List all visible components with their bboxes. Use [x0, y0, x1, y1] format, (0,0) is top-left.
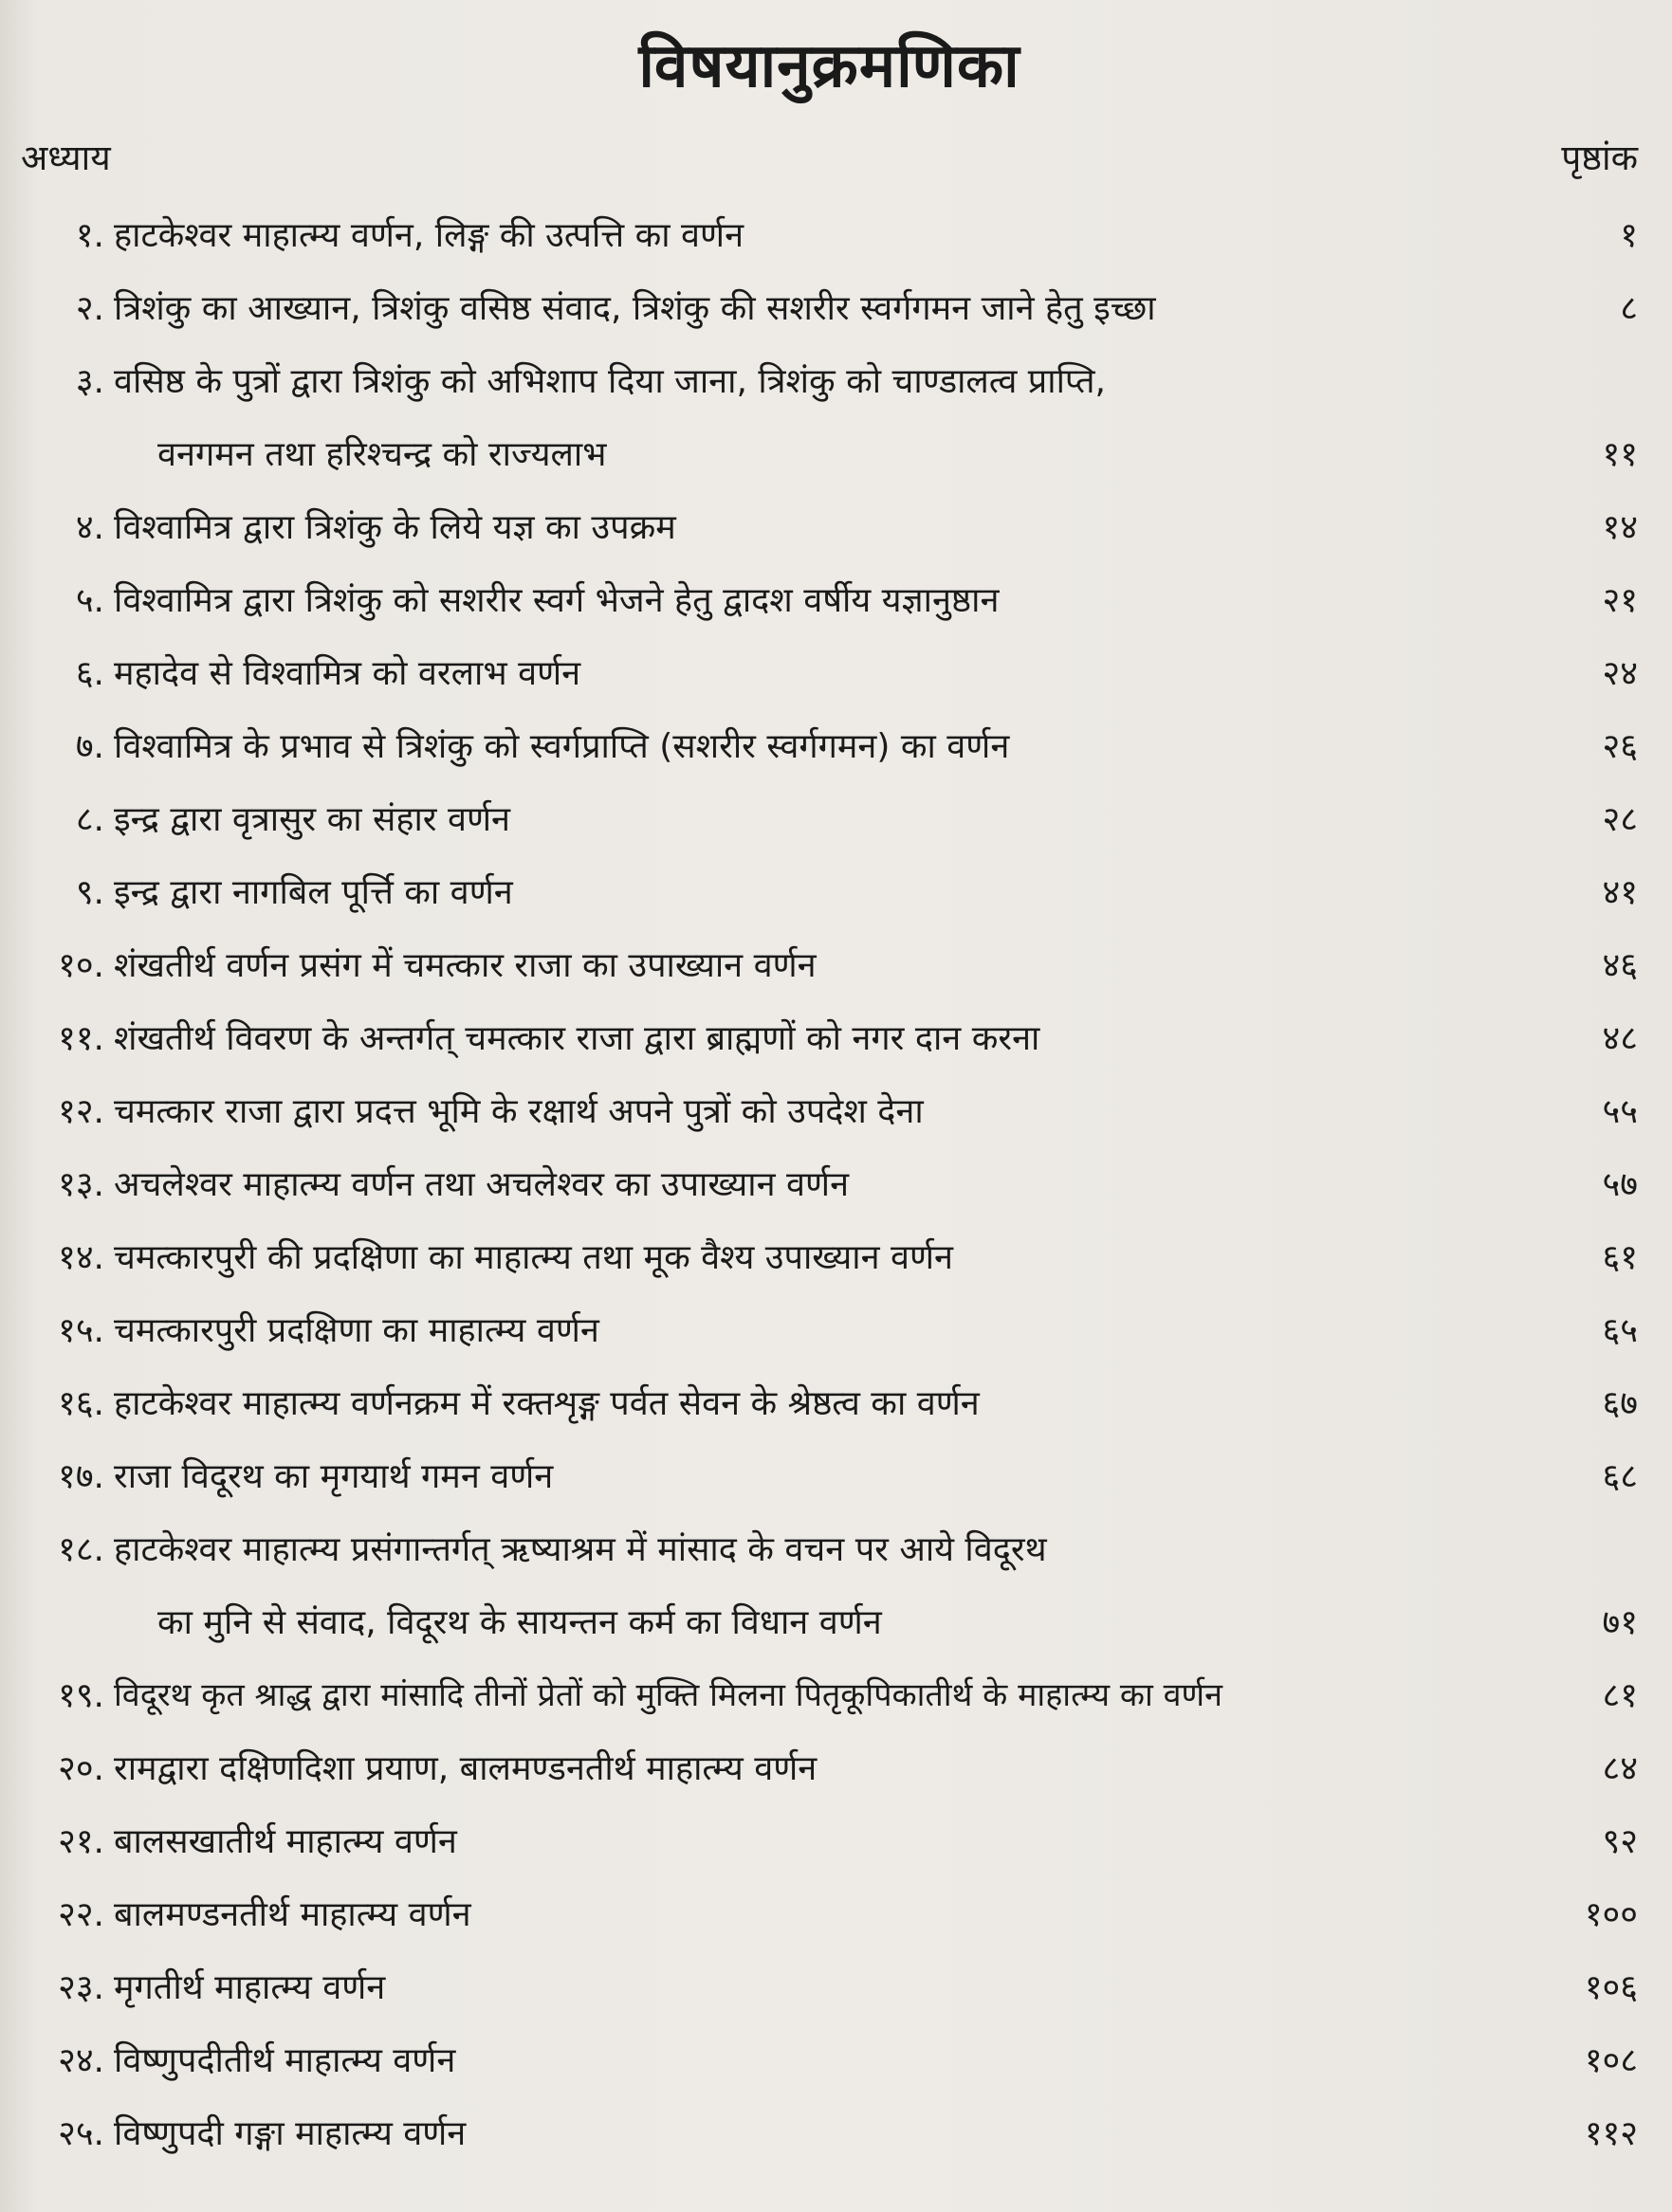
chapter-title: रामद्वारा दक्षिणदिशा प्रयाण, बालमण्डनतीर्थ माहात्म्य वर्णन — [114, 1749, 818, 1788]
toc-entry — [21, 929, 1638, 1002]
chapter-number: ७. — [75, 727, 104, 766]
chapter-number: ६. — [75, 654, 104, 693]
chapter-number: १५. — [58, 1311, 104, 1350]
toc-entry — [21, 2024, 1638, 2097]
chapter-title: शंखतीर्थ वर्णन प्रसंग में चमत्कार राजा का उपाख्यान वर्णन — [114, 946, 817, 985]
page-number: १०६ — [1584, 1968, 1638, 2007]
page-number: ५७ — [1602, 1165, 1638, 1204]
chapter-title-continued: वनगमन तथा हरिश्चन्द्र को राज्यलाभ — [157, 435, 607, 474]
page-number: ७१ — [1602, 1603, 1638, 1642]
toc-entry — [21, 272, 1638, 345]
toc-entry — [21, 637, 1638, 710]
chapter-number: १. — [75, 216, 104, 255]
toc-entry — [21, 1513, 1638, 1659]
toc-entry — [21, 783, 1638, 856]
toc-entry — [21, 1732, 1638, 1805]
chapter-title: अचलेश्वर माहात्म्य वर्णन तथा अचलेश्वर का उपाख्यान वर्णन — [114, 1165, 850, 1204]
page-number: ५५ — [1602, 1092, 1638, 1131]
page-number: २८ — [1602, 800, 1638, 839]
toc-entry — [21, 2097, 1638, 2170]
page-number: २६ — [1602, 727, 1638, 766]
page-number: ८ — [1620, 289, 1638, 328]
chapter-number: ३. — [75, 362, 104, 401]
toc-entry — [21, 1878, 1638, 1951]
toc-entry — [21, 1367, 1638, 1440]
chapter-title: इन्द्र द्वारा नागबिल पूर्त्ति का वर्णन — [114, 873, 513, 912]
chapter-number: २२. — [58, 1895, 104, 1934]
chapter-title: राजा विदूरथ का मृगयार्थ गमन वर्णन — [114, 1457, 554, 1496]
toc-entry — [21, 564, 1638, 637]
page-number: ६१ — [1602, 1238, 1638, 1277]
page-number: ११ — [1602, 435, 1638, 474]
page-number: १०० — [1584, 1895, 1638, 1934]
toc-entry — [21, 1659, 1638, 1732]
page-number: १ — [1620, 216, 1638, 255]
chapter-number: १९. — [58, 1676, 104, 1715]
chapter-number: २. — [75, 289, 104, 328]
chapter-number: १४. — [58, 1238, 104, 1277]
toc-entry — [21, 1440, 1638, 1513]
toc-entry — [21, 345, 1638, 491]
chapter-number: १३. — [58, 1165, 104, 1204]
chapter-title: इन्द्र द्वारा वृत्रासुर का संहार वर्णन — [114, 800, 510, 839]
page-number: ४१ — [1602, 873, 1638, 912]
chapter-title: विश्वामित्र द्वारा त्रिशंकु के लिये यज्ञ का उपक्रम — [114, 508, 676, 547]
page-number: ८१ — [1602, 1676, 1638, 1715]
page-number: १४ — [1602, 508, 1638, 547]
chapter-title: विदूरथ कृत श्राद्ध द्वारा मांसादि तीनों प्रेतों को मुक्ति मिलना पितृकूपिकातीर्थ के माहात्म्य का वर्णन — [114, 1676, 1222, 1714]
toc-entry — [21, 1002, 1638, 1075]
page-number: २४ — [1602, 654, 1638, 693]
toc-entry — [21, 1221, 1638, 1294]
chapter-title: मृगतीर्थ माहात्म्य वर्णन — [114, 1968, 386, 2007]
toc-entry — [21, 1951, 1638, 2024]
page-number: ४८ — [1602, 1019, 1638, 1058]
chapter-number: २५. — [58, 2114, 104, 2153]
chapter-title: वसिष्ठ के पुत्रों द्वारा त्रिशंकु को अभिशाप दिया जाना, त्रिशंकु को चाण्डालत्व प्राप्ति, वनगमन तथा हरिश्चन्द्र को राज्यलाभ — [104, 345, 1534, 491]
chapter-number: ५. — [75, 581, 104, 620]
toc-entry — [21, 199, 1638, 272]
chapter-title: चमत्कारपुरी की प्रदक्षिणा का माहात्म्य तथा मूक वैश्य उपाख्यान वर्णन — [114, 1238, 954, 1277]
chapter-title: विष्णुपदी गङ्गा माहात्म्य वर्णन — [114, 2114, 467, 2153]
chapter-number: ११. — [58, 1019, 104, 1058]
chapter-number: २४. — [58, 2041, 104, 2080]
page-number: १०८ — [1584, 2041, 1638, 2080]
chapter-title: विश्वामित्र द्वारा त्रिशंकु को सशरीर स्वर्ग भेजने हेतु द्वादश वर्षीय यज्ञानुष्ठान — [114, 581, 1000, 620]
chapter-column-label: अध्याय — [21, 137, 111, 178]
chapter-title: चमत्कार राजा द्वारा प्रदत्त भूमि के रक्षार्थ अपने पुत्रों को उपदेश देना — [114, 1092, 924, 1131]
toc-entry — [21, 1805, 1638, 1878]
page-number: २१ — [1602, 581, 1638, 620]
toc-list — [21, 199, 1638, 2170]
page-number: ८४ — [1602, 1749, 1638, 1788]
chapter-title: महादेव से विश्वामित्र को वरलाभ वर्णन — [114, 654, 581, 693]
page-title: विषयानुक्रमणिका — [638, 31, 1020, 101]
page-number: ६७ — [1602, 1384, 1638, 1423]
toc-entry — [21, 491, 1638, 564]
chapter-title: चमत्कारपुरी प्रदक्षिणा का माहात्म्य वर्णन — [114, 1311, 599, 1350]
toc-entry — [21, 856, 1638, 929]
toc-header — [21, 137, 1638, 188]
chapter-number: ९. — [75, 873, 104, 912]
chapter-title: हाटकेश्वर माहात्म्य वर्णनक्रम में रक्तशृङ्ग पर्वत सेवन के श्रेष्ठत्व का वर्णन — [114, 1384, 980, 1423]
page-number: ६५ — [1602, 1311, 1638, 1350]
chapter-title: विश्वामित्र के प्रभाव से त्रिशंकु को स्वर्गप्राप्ति (सशरीर स्वर्गगमन) का वर्णन — [114, 727, 1010, 766]
chapter-number: ४. — [75, 508, 104, 547]
page-number: ६८ — [1602, 1457, 1638, 1496]
toc-entry — [21, 710, 1638, 783]
chapter-title-continued: का मुनि से संवाद, विदूरथ के सायन्तन कर्म का विधान वर्णन — [157, 1603, 882, 1642]
chapter-number: २१. — [58, 1822, 104, 1861]
chapter-title: त्रिशंकु का आख्यान, त्रिशंकु वसिष्ठ संवाद, त्रिशंकु की सशरीर स्वर्गगमन जाने हेतु इच्छा — [114, 289, 1156, 328]
chapter-number: १८. — [58, 1530, 104, 1569]
chapter-number: १२. — [58, 1092, 104, 1131]
chapter-title: शंखतीर्थ विवरण के अन्तर्गत् चमत्कार राजा द्वारा ब्राह्मणों को नगर दान करना — [114, 1019, 1040, 1058]
chapter-number: १६. — [58, 1384, 104, 1423]
chapter-title: बालसखातीर्थ माहात्म्य वर्णन — [114, 1822, 457, 1861]
toc-entry — [21, 1294, 1638, 1367]
toc-entry — [21, 1148, 1638, 1221]
toc-entry — [21, 1075, 1638, 1148]
chapter-title: हाटकेश्वर माहात्म्य प्रसंगान्तर्गत् ऋष्याश्रम में मांसाद के वचन पर आये विदूरथ का मुनि से संवाद, विदूरथ के सायन्तन कर्म का विधान वर्णन — [104, 1513, 1534, 1659]
page-number: ९२ — [1602, 1822, 1638, 1861]
chapter-number: ८. — [75, 800, 104, 839]
page-number: ४६ — [1602, 946, 1638, 985]
page-column-label: पृष्ठांक — [1561, 137, 1638, 178]
chapter-number: १७. — [58, 1457, 104, 1496]
chapter-number: १०. — [58, 946, 104, 985]
chapter-title: हाटकेश्वर माहात्म्य वर्णन, लिङ्ग की उत्पत्ति का वर्णन — [114, 216, 744, 255]
chapter-number: २०. — [58, 1749, 104, 1788]
chapter-title: बालमण्डनतीर्थ माहात्म्य वर्णन — [114, 1895, 471, 1934]
page-number: ११२ — [1584, 2114, 1638, 2153]
chapter-title: विष्णुपदीतीर्थ माहात्म्य वर्णन — [114, 2041, 456, 2080]
chapter-number: २३. — [58, 1968, 104, 2007]
